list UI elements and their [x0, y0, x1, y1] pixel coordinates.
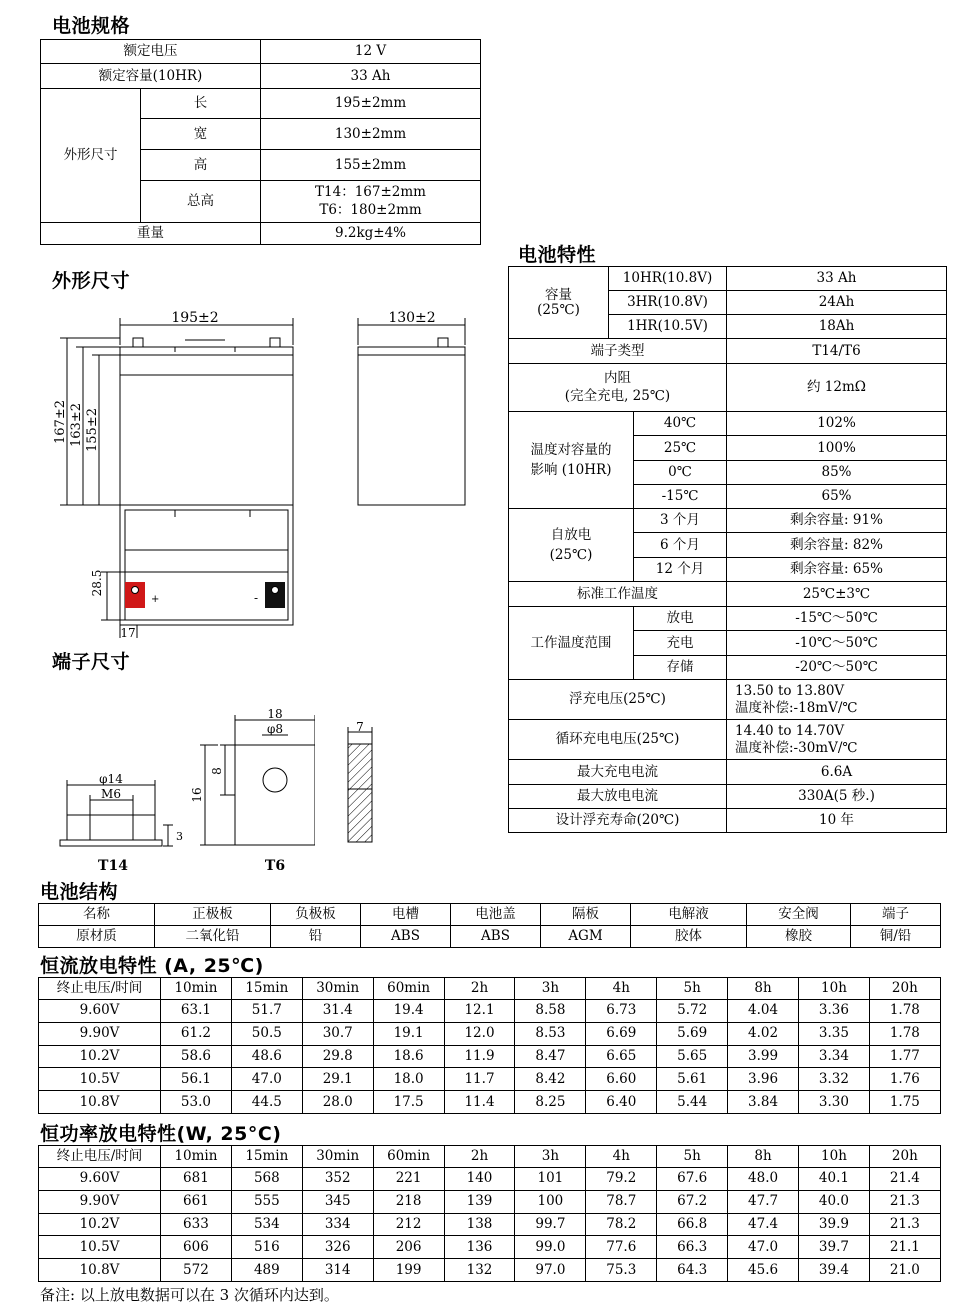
dim-h1-text: 167±2	[53, 400, 68, 444]
op-mode: 放电	[634, 607, 727, 631]
t6-hole	[263, 768, 287, 792]
discharge-value-cell: 78.7	[586, 1190, 657, 1213]
discharge-value-cell: 101	[515, 1168, 586, 1191]
table-header-cell: 15min	[231, 978, 302, 1000]
footnote: 备注: 以上放电数据可以在 3 次循环内达到。	[40, 1286, 339, 1304]
discharge-value-cell: 4.02	[728, 1022, 799, 1045]
table-header-cell: 4h	[586, 1146, 657, 1168]
cutoff-voltage-cell: 10.5V	[39, 1236, 161, 1259]
float-voltage-label: 浮充电压(25℃)	[509, 680, 727, 720]
table-row	[39, 1236, 941, 1259]
terminal-title: 端子尺寸	[52, 651, 131, 673]
capacity-label: 额定容量(10HR)	[41, 64, 261, 89]
max-discharge-label: 最大放电电流	[509, 785, 727, 809]
structure-material-cell: 橡胶	[747, 926, 851, 948]
terminal-type-label: 端子类型	[509, 339, 727, 364]
table-header-cell: 10min	[161, 1146, 232, 1168]
discharge-value-cell: 3.35	[799, 1022, 870, 1045]
width-value: 130±2mm	[261, 119, 481, 150]
float-voltage-value: 13.50 to 13.80V 温度补偿:-18mV/℃	[727, 680, 947, 720]
temp-capacity: 102%	[727, 412, 947, 436]
discharge-value-cell: 21.0	[869, 1259, 940, 1282]
structure-material-cell: 铅	[271, 926, 361, 948]
cutoff-voltage-cell: 9.60V	[39, 1168, 161, 1191]
ir-label: 内阻 (完全充电, 25℃)	[509, 364, 727, 412]
discharge-value-cell: 30.7	[302, 1022, 373, 1045]
table-header-cell: 3h	[515, 1146, 586, 1168]
temp-capacity: 65%	[727, 485, 947, 509]
discharge-value-cell: 489	[231, 1259, 302, 1282]
cap-value: 24Ah	[727, 291, 947, 315]
structure-material-cell: ABS	[451, 926, 541, 948]
discharge-value-cell: 12.1	[444, 1000, 515, 1023]
length-label: 长	[141, 89, 261, 119]
discharge-value-cell: 64.3	[657, 1259, 728, 1282]
max-charge-label: 最大充电电流	[509, 760, 727, 785]
cap-label: 容量 (25℃)	[509, 267, 609, 339]
table-header-cell: 30min	[302, 978, 373, 1000]
discharge-value-cell: 572	[161, 1259, 232, 1282]
table-header-cell: 5h	[657, 978, 728, 1000]
total-height-t6: T6：180±2mm	[319, 202, 422, 218]
discharge-value-cell: 5.44	[657, 1091, 728, 1114]
dimension-label: 外形尺寸	[41, 89, 141, 223]
terminal-type-value: T14/T6	[727, 339, 947, 364]
discharge-value-cell: 136	[444, 1236, 515, 1259]
discharge-value-cell: 334	[302, 1213, 373, 1236]
discharge-value-cell: 221	[373, 1168, 444, 1191]
discharge-value-cell: 56.1	[161, 1068, 232, 1091]
discharge-value-cell: 314	[302, 1259, 373, 1282]
sd-period: 12 个月	[634, 558, 727, 582]
discharge-value-cell: 3.99	[728, 1045, 799, 1068]
t6-w-text: 18	[267, 707, 283, 721]
cp-discharge-table	[38, 1145, 941, 1282]
temp-point: -15℃	[634, 485, 727, 509]
structure-material-cell: 二氧化铅	[155, 926, 271, 948]
std-temp-value: 25℃±3℃	[727, 582, 947, 607]
discharge-value-cell: 11.7	[444, 1068, 515, 1091]
cutoff-voltage-cell: 10.2V	[39, 1045, 161, 1068]
table-header-cell: 60min	[373, 1146, 444, 1168]
cutoff-voltage-cell: 9.90V	[39, 1022, 161, 1045]
structure-header-cell: 电池盖	[451, 904, 541, 926]
cc-title: 恒流放电特性 (A, 25℃)	[40, 955, 264, 977]
total-height-label: 总高	[141, 181, 261, 223]
discharge-value-cell: 19.1	[373, 1022, 444, 1045]
cap-value: 33 Ah	[727, 267, 947, 291]
discharge-value-cell: 606	[161, 1236, 232, 1259]
discharge-value-cell: 8.42	[515, 1068, 586, 1091]
discharge-value-cell: 8.47	[515, 1045, 586, 1068]
structure-header-cell: 名称	[39, 904, 155, 926]
features-table	[508, 266, 947, 833]
discharge-value-cell: 326	[302, 1236, 373, 1259]
temp-capacity: 85%	[727, 461, 947, 485]
spec-title: 电池规格	[52, 15, 131, 37]
discharge-value-cell: 218	[373, 1190, 444, 1213]
structure-title: 电池结构	[40, 881, 119, 903]
discharge-value-cell: 66.8	[657, 1213, 728, 1236]
discharge-value-cell: 1.78	[869, 1022, 940, 1045]
discharge-value-cell: 75.3	[586, 1259, 657, 1282]
temp-point: 40℃	[634, 412, 727, 436]
dim-terminal-h-text: 28.5	[90, 569, 104, 597]
discharge-value-cell: 3.84	[728, 1091, 799, 1114]
discharge-value-cell: 345	[302, 1190, 373, 1213]
discharge-value-cell: 5.69	[657, 1022, 728, 1045]
discharge-value-cell: 79.2	[586, 1168, 657, 1191]
discharge-value-cell: 48.6	[231, 1045, 302, 1068]
discharge-value-cell: 39.4	[799, 1259, 870, 1282]
battery-body-front	[120, 355, 293, 505]
table-header-cell: 8h	[728, 978, 799, 1000]
dim-h2-text: 163±2	[69, 403, 84, 447]
discharge-value-cell: 99.0	[515, 1236, 586, 1259]
structure-header-cell: 电解液	[631, 904, 747, 926]
discharge-value-cell: 633	[161, 1213, 232, 1236]
sd-period: 3 个月	[634, 509, 727, 533]
op-mode: 充电	[634, 631, 727, 656]
discharge-value-cell: 40.1	[799, 1168, 870, 1191]
cap-value: 18Ah	[727, 315, 947, 339]
discharge-value-cell: 53.0	[161, 1091, 232, 1114]
table-header-cell: 20h	[869, 978, 940, 1000]
discharge-value-cell: 139	[444, 1190, 515, 1213]
cutoff-voltage-cell: 10.8V	[39, 1259, 161, 1282]
discharge-value-cell: 6.65	[586, 1045, 657, 1068]
minus-mark: -	[254, 591, 259, 605]
height-label: 高	[141, 150, 261, 181]
sd-remaining: 剩余容量: 82%	[727, 533, 947, 558]
cutoff-voltage-cell: 9.60V	[39, 1000, 161, 1023]
total-height-value	[261, 181, 481, 223]
discharge-value-cell: 8.53	[515, 1022, 586, 1045]
cutoff-voltage-cell: 9.90V	[39, 1190, 161, 1213]
table-row	[39, 1091, 941, 1114]
discharge-value-cell: 12.0	[444, 1022, 515, 1045]
discharge-value-cell: 17.5	[373, 1091, 444, 1114]
discharge-value-cell: 3.34	[799, 1045, 870, 1068]
discharge-value-cell: 51.7	[231, 1000, 302, 1023]
discharge-value-cell: 29.1	[302, 1068, 373, 1091]
t6-t-text: 7	[356, 722, 364, 734]
table-header-cell: 5h	[657, 1146, 728, 1168]
outline-drawing-front	[45, 300, 310, 645]
discharge-value-cell: 99.7	[515, 1213, 586, 1236]
table-row	[39, 1022, 941, 1045]
table-header-cell: 60min	[373, 978, 444, 1000]
width-label: 宽	[141, 119, 261, 150]
spec-table	[40, 39, 481, 245]
discharge-value-cell: 3.96	[728, 1068, 799, 1091]
outline-drawing-side	[350, 300, 475, 515]
discharge-value-cell: 28.0	[302, 1091, 373, 1114]
discharge-value-cell: 11.9	[444, 1045, 515, 1068]
table-row	[39, 1213, 941, 1236]
voltage-label: 额定电压	[41, 40, 261, 64]
cap-rate: 3HR(10.8V)	[609, 291, 727, 315]
table-row	[39, 1168, 941, 1191]
discharge-value-cell: 516	[231, 1236, 302, 1259]
table-header-cell: 10h	[799, 978, 870, 1000]
discharge-value-cell: 18.6	[373, 1045, 444, 1068]
features-title: 电池特性	[518, 244, 597, 266]
sd-remaining: 剩余容量: 65%	[727, 558, 947, 582]
sd-remaining: 剩余容量: 91%	[727, 509, 947, 533]
discharge-value-cell: 1.78	[869, 1000, 940, 1023]
weight-label: 重量	[41, 223, 261, 245]
discharge-value-cell: 47.7	[728, 1190, 799, 1213]
discharge-value-cell: 6.60	[586, 1068, 657, 1091]
op-range: -15℃～50℃	[727, 607, 947, 631]
height-value: 155±2mm	[261, 150, 481, 181]
discharge-value-cell: 21.1	[869, 1236, 940, 1259]
discharge-value-cell: 8.58	[515, 1000, 586, 1023]
discharge-value-cell: 5.72	[657, 1000, 728, 1023]
structure-material-cell: AGM	[541, 926, 631, 948]
table-header-cell: 终止电压/时间	[39, 978, 161, 1000]
discharge-value-cell: 140	[444, 1168, 515, 1191]
table-row	[39, 1045, 941, 1068]
temp-capacity: 100%	[727, 436, 947, 461]
t6-side-upper	[348, 744, 372, 789]
table-row	[39, 1068, 941, 1091]
float-life-value: 10 年	[727, 809, 947, 833]
structure-material-cell: 胶体	[631, 926, 747, 948]
cutoff-voltage-cell: 10.5V	[39, 1068, 161, 1091]
table-header-cell: 10h	[799, 1146, 870, 1168]
discharge-value-cell: 1.75	[869, 1091, 940, 1114]
discharge-value-cell: 5.65	[657, 1045, 728, 1068]
discharge-value-cell: 206	[373, 1236, 444, 1259]
discharge-value-cell: 100	[515, 1190, 586, 1213]
battery-body-side	[358, 355, 465, 505]
discharge-value-cell: 352	[302, 1168, 373, 1191]
discharge-value-cell: 67.2	[657, 1190, 728, 1213]
std-temp-label: 标准工作温度	[509, 582, 727, 607]
discharge-value-cell: 8.25	[515, 1091, 586, 1114]
max-discharge-value: 330A(5 秒.)	[727, 785, 947, 809]
op-temp-label: 工作温度范围	[509, 607, 634, 680]
discharge-value-cell: 21.4	[869, 1168, 940, 1191]
float-life-label: 设计浮充寿命(20℃)	[509, 809, 727, 833]
structure-header-cell: 安全阀	[747, 904, 851, 926]
dim-width-text: 130±2	[388, 310, 436, 326]
discharge-value-cell: 67.6	[657, 1168, 728, 1191]
structure-header-cell: 负极板	[271, 904, 361, 926]
discharge-value-cell: 11.4	[444, 1091, 515, 1114]
capacity-value: 33 Ah	[261, 64, 481, 89]
weight-value: 9.2kg±4%	[261, 223, 481, 245]
discharge-value-cell: 6.69	[586, 1022, 657, 1045]
structure-header-cell: 端子	[851, 904, 941, 926]
structure-material-cell: 铜/铅	[851, 926, 941, 948]
table-header-cell: 3h	[515, 978, 586, 1000]
table-header-cell: 15min	[231, 1146, 302, 1168]
discharge-value-cell: 48.0	[728, 1168, 799, 1191]
discharge-value-cell: 58.6	[161, 1045, 232, 1068]
table-row	[39, 1000, 941, 1023]
structure-header-cell: 隔板	[541, 904, 631, 926]
discharge-value-cell: 681	[161, 1168, 232, 1191]
discharge-value-cell: 63.1	[161, 1000, 232, 1023]
t6-side-lower	[348, 789, 372, 842]
discharge-value-cell: 97.0	[515, 1259, 586, 1282]
discharge-value-cell: 47.0	[728, 1236, 799, 1259]
discharge-value-cell: 3.32	[799, 1068, 870, 1091]
dim-h3-text: 155±2	[85, 408, 100, 452]
total-height-t14: T14：167±2mm	[315, 184, 426, 200]
discharge-value-cell: 3.36	[799, 1000, 870, 1023]
dim-terminal-w-text: 17	[120, 626, 136, 640]
plus-mark: +	[151, 594, 160, 605]
t6-h1-text: 8	[210, 767, 224, 775]
discharge-value-cell: 61.2	[161, 1022, 232, 1045]
discharge-value-cell: 44.5	[231, 1091, 302, 1114]
table-header-cell: 2h	[444, 1146, 515, 1168]
discharge-value-cell: 3.30	[799, 1091, 870, 1114]
table-header-row	[39, 1146, 941, 1168]
discharge-value-cell: 19.4	[373, 1000, 444, 1023]
temp-effect-label: 温度对容量的 影响 (10HR)	[509, 412, 634, 509]
t14-dia-text: φ14	[99, 772, 123, 786]
table-header-cell: 2h	[444, 978, 515, 1000]
outline-title: 外形尺寸	[52, 270, 131, 292]
discharge-value-cell: 39.7	[799, 1236, 870, 1259]
structure-header-cell: 电槽	[361, 904, 451, 926]
discharge-value-cell: 4.04	[728, 1000, 799, 1023]
cap-rate: 1HR(10.5V)	[609, 315, 727, 339]
ir-value: 约 12mΩ	[727, 364, 947, 412]
terminal-t14-drawing	[55, 770, 185, 875]
length-value: 195±2mm	[261, 89, 481, 119]
cutoff-voltage-cell: 10.8V	[39, 1091, 161, 1114]
table-header-row	[39, 978, 941, 1000]
discharge-value-cell: 661	[161, 1190, 232, 1213]
discharge-value-cell: 212	[373, 1213, 444, 1236]
discharge-value-cell: 1.76	[869, 1068, 940, 1091]
discharge-value-cell: 40.0	[799, 1190, 870, 1213]
discharge-value-cell: 534	[231, 1213, 302, 1236]
discharge-value-cell: 77.6	[586, 1236, 657, 1259]
max-charge-value: 6.6A	[727, 760, 947, 785]
structure-table	[38, 903, 941, 948]
op-mode: 存储	[634, 656, 727, 680]
discharge-value-cell: 6.40	[586, 1091, 657, 1114]
battery-lid-front	[120, 347, 293, 355]
structure-material-cell: 原材质	[39, 926, 155, 948]
table-row	[39, 1259, 941, 1282]
cap-rate: 10HR(10.8V)	[609, 267, 727, 291]
op-range: -20℃～50℃	[727, 656, 947, 680]
table-header-cell: 4h	[586, 978, 657, 1000]
discharge-value-cell: 31.4	[302, 1000, 373, 1023]
terminal-t6-side-drawing	[340, 722, 385, 847]
structure-material-row	[39, 926, 941, 948]
cutoff-voltage-cell: 10.2V	[39, 1213, 161, 1236]
sd-period: 6 个月	[634, 533, 727, 558]
cp-title: 恒功率放电特性(W, 25°C)	[40, 1123, 282, 1145]
op-range: -10℃～50℃	[727, 631, 947, 656]
structure-material-cell: ABS	[361, 926, 451, 948]
temp-point: 0℃	[634, 461, 727, 485]
table-header-cell: 8h	[728, 1146, 799, 1168]
discharge-value-cell: 66.3	[657, 1236, 728, 1259]
t14-terminal-body	[67, 815, 155, 840]
table-header-cell: 30min	[302, 1146, 373, 1168]
discharge-value-cell: 568	[231, 1168, 302, 1191]
t6-h2-text: 16	[190, 787, 204, 803]
discharge-value-cell: 6.73	[586, 1000, 657, 1023]
cycle-voltage-value: 14.40 to 14.70V 温度补偿:-30mV/℃	[727, 720, 947, 760]
cc-discharge-table	[38, 977, 941, 1114]
discharge-value-cell: 47.4	[728, 1213, 799, 1236]
discharge-value-cell: 138	[444, 1213, 515, 1236]
terminal-t6-drawing	[190, 705, 315, 875]
discharge-value-cell: 21.3	[869, 1190, 940, 1213]
discharge-value-cell: 18.0	[373, 1068, 444, 1091]
table-row	[39, 1190, 941, 1213]
discharge-value-cell: 47.0	[231, 1068, 302, 1091]
discharge-value-cell: 78.2	[586, 1213, 657, 1236]
discharge-value-cell: 1.77	[869, 1045, 940, 1068]
cycle-voltage-label: 循环充电电压(25℃)	[509, 720, 727, 760]
temp-point: 25℃	[634, 436, 727, 461]
discharge-value-cell: 555	[231, 1190, 302, 1213]
self-discharge-label: 自放电 (25℃)	[509, 509, 634, 582]
t6-hole-text: φ8	[266, 722, 284, 736]
table-header-cell: 10min	[161, 978, 232, 1000]
t14-name: T14	[98, 858, 128, 874]
discharge-value-cell: 39.9	[799, 1213, 870, 1236]
structure-header-row	[39, 904, 941, 926]
discharge-value-cell: 21.3	[869, 1213, 940, 1236]
dim-length-text: 195±2	[171, 310, 219, 326]
t6-terminal-body	[235, 745, 315, 845]
table-header-cell: 20h	[869, 1146, 940, 1168]
t14-h-text: 3	[176, 830, 183, 843]
positive-terminal	[125, 582, 145, 608]
negative-terminal	[265, 582, 285, 608]
discharge-value-cell: 50.5	[231, 1022, 302, 1045]
table-header-cell: 终止电压/时间	[39, 1146, 161, 1168]
discharge-value-cell: 132	[444, 1259, 515, 1282]
t6-name: T6	[264, 858, 286, 874]
structure-header-cell: 正极板	[155, 904, 271, 926]
voltage-value: 12 V	[261, 40, 481, 64]
t14-m-text: M6	[101, 787, 121, 801]
discharge-value-cell: 29.8	[302, 1045, 373, 1068]
discharge-value-cell: 199	[373, 1259, 444, 1282]
discharge-value-cell: 5.61	[657, 1068, 728, 1091]
discharge-value-cell: 45.6	[728, 1259, 799, 1282]
